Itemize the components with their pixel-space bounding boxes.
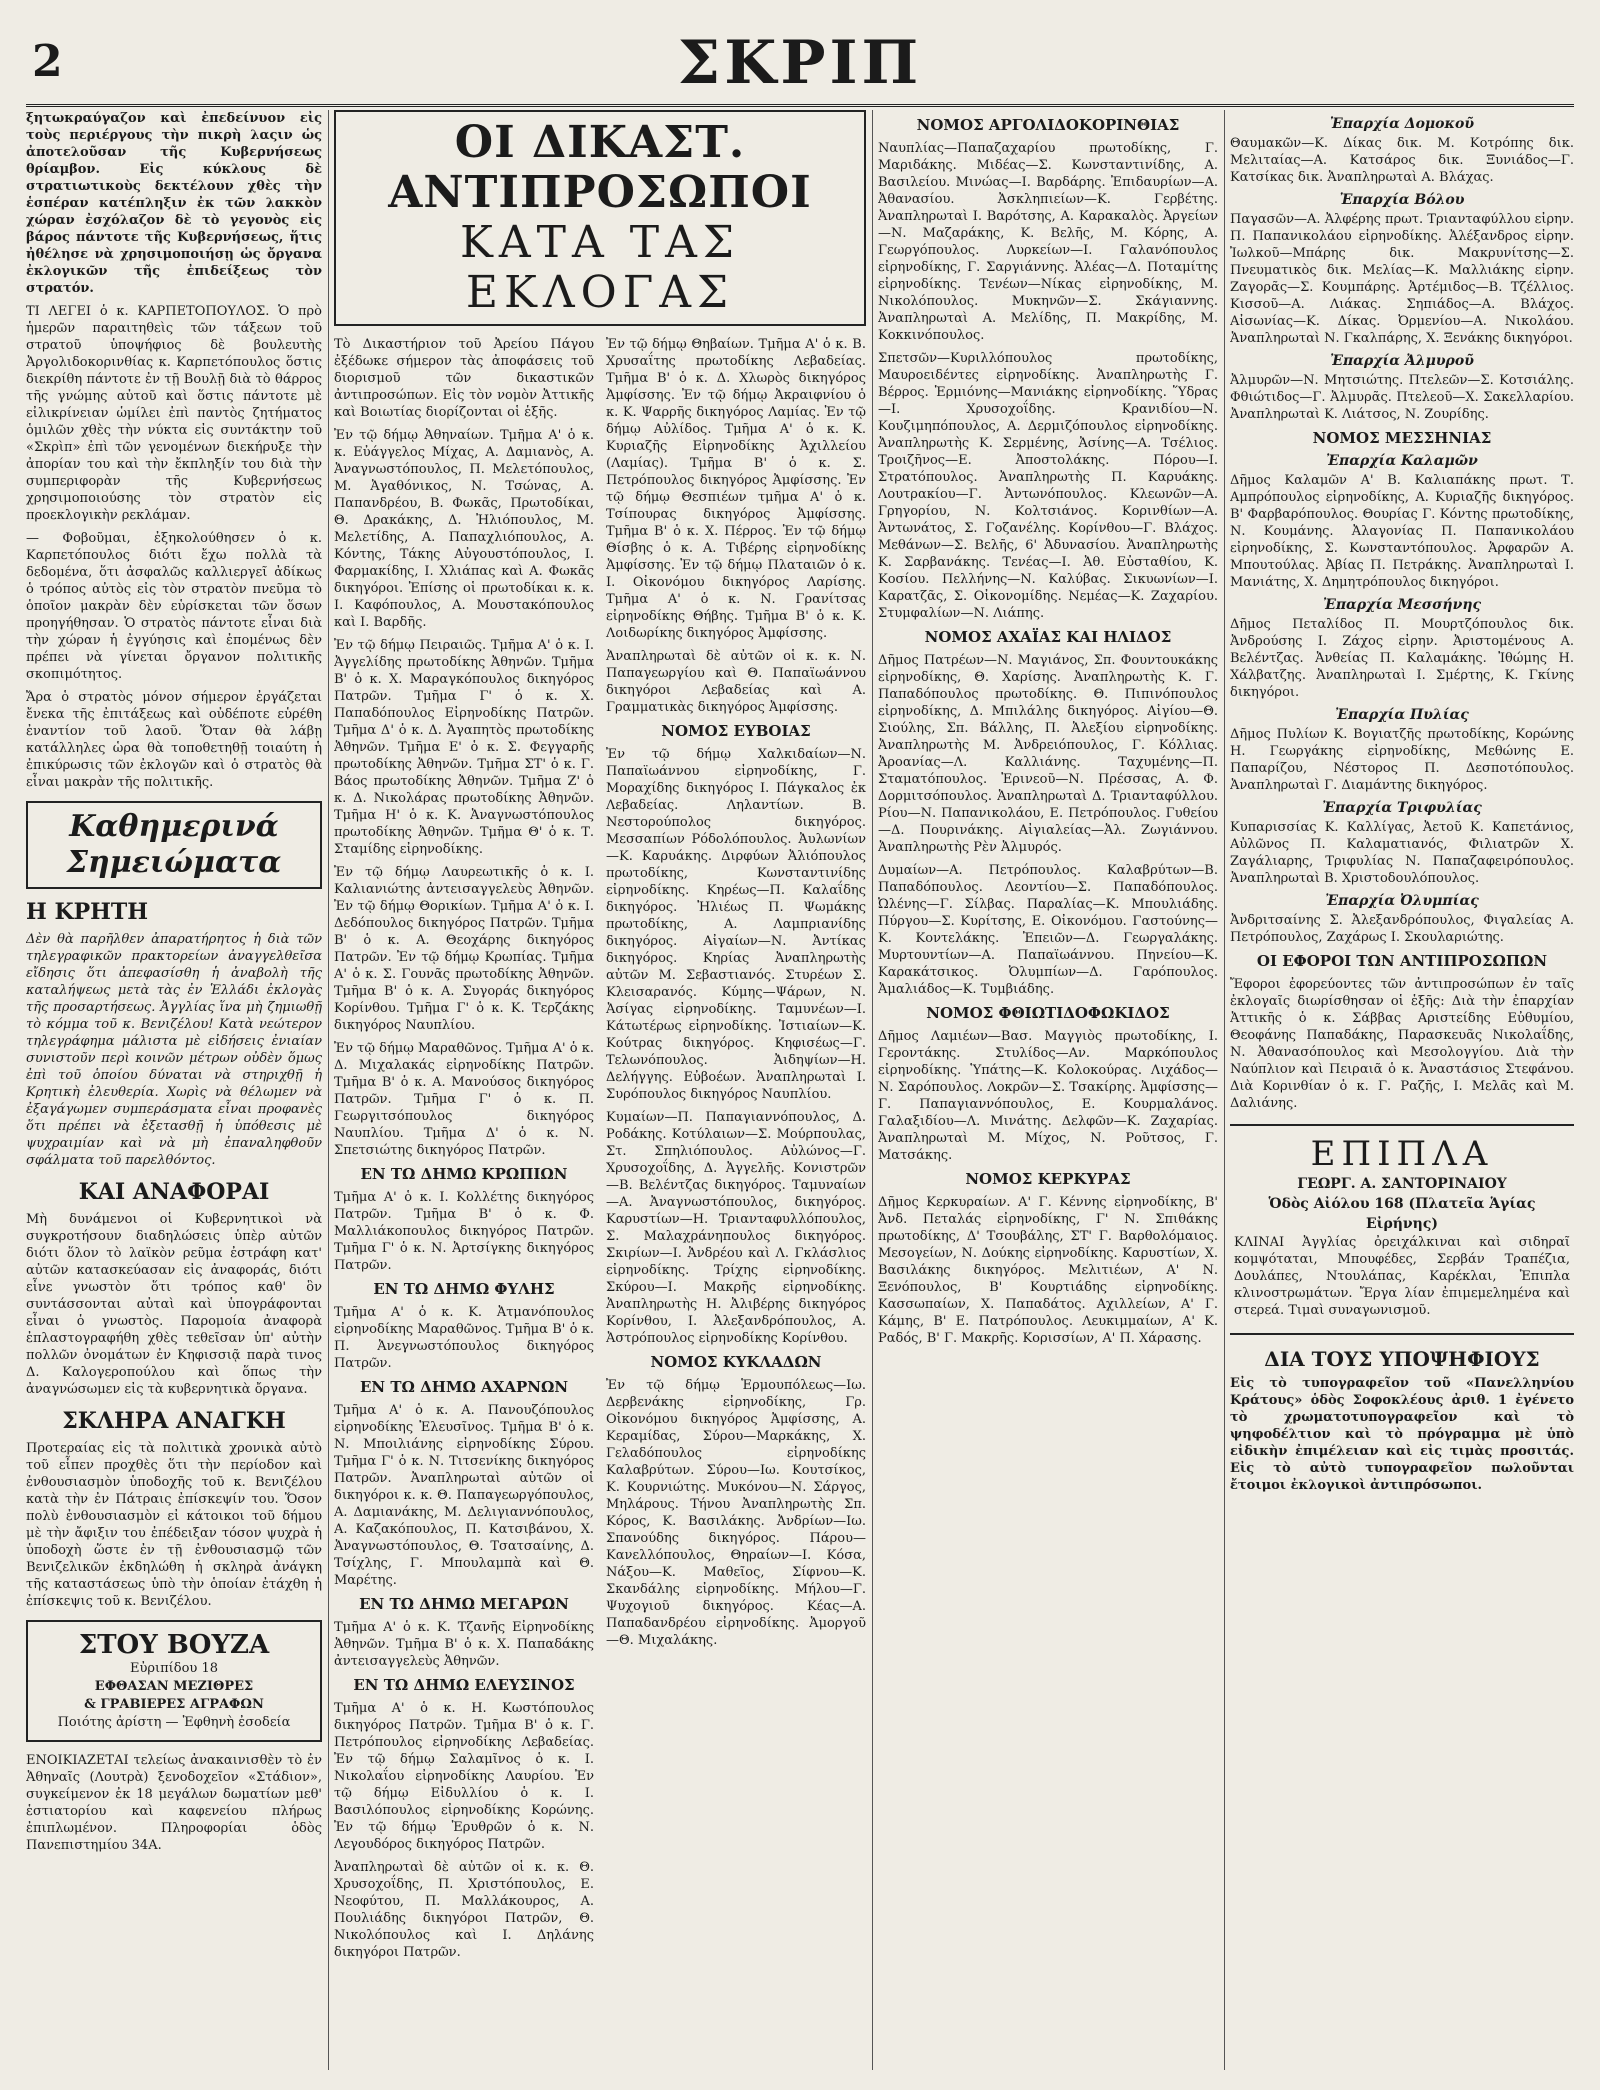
newspaper-name: ΣΚΡΙΠ [677,28,923,98]
reports-heading: ΚΑΙ ΑΝΑΦΟΡΑΙ [78,1179,270,1205]
paragraph: Ἀνδριτσαίνης Σ. Ἀλεξανδρόπουλος, Φιγαλείας Α. Πετρόπουλος, Ζαχάρως Ι. Σκουλαριώτης. [1230,913,1574,945]
section-heading: ΝΟΜΟΣ ΑΧΑΪΑΣ ΚΑΙ ΗΛΙΔΟΣ [924,628,1172,646]
section-heading: ΕΝ ΤΩ ΔΗΜΩ ΦΥΛΗΣ [373,1280,555,1298]
reports-text: Μὴ δυνάμενοι οἱ Κυβερνητικοὶ νὰ συγκροτήσουν διαδηλώσεις ὑπὲρ αὐτῶν διότι ὅλον τὸ λαϊκὸν ρεῦμα ἐστράφη κατ' αὐτῶν κατασκεύασαν εἰς ἀναφοράς, διότι εἶνε γνωστὸν ὅτι τρόπος καθ' ὃν συντάσσονται αὐταὶ καὶ ὑπογράφονται εἶναι ὁ γνωστὸς. Παρομοία ἀναφορὰ ἐπλαστογραφήθη χθὲς τεθεῖσαν ὑπ' αὐτὴν πολλῶν ὀνομάτων ἐν Κηφισσιᾷ παρὰ τινος Δ. Καλογεροπούλου καὶ ὅπως τὴν ἀναγνώσωμεν εἰς τὰ κυβερνητικὰ ὄργανα. [26,1212,322,1397]
section-heading: ΝΟΜΟΣ ΦΘΙΩΤΙΔΟΦΩΚΙΔΟΣ [926,1004,1170,1022]
paragraph: Ἐν τῷ δήμῳ Θηβαίων. Τμῆμα Α' ὁ κ. Β. Χρυσαΐτης πρωτοδίκης Λεβαδείας. Τμῆμα Β' ὁ κ. Δ. Χλωρὸς δικηγόρος Ἀμφίσσης. Ἐν τῷ δήμῳ Ἀκραιφνίου ὁ κ. Κ. Ψαρρῆς δικηγόρος Λαμίας. Ἐν τῷ δήμῳ Αὐλίδος. Τμῆμα Α' ὁ κ. Κ. Κυριαζῆς Εἰρηνοδίκης Ἀχιλλείου (Λαμίας). Τμῆμα Β' ὁ κ. Σ. Πετρόπουλος δικηγόρος Ἀμφίσσης. Ἐν τῷ δήμῳ Θεσπιέων τμῆμα Α' ὁ κ. Τσίπουρας δικηγόρος Ἀμφίσσης. Τμῆμα Β' ὁ κ. Χ. Πέρρος. Ἐν τῷ δήμῳ Θίσβης ὁ κ. Α. Τιβέρης εἰρηνοδίκης Ἀμφίσσης. Ἐν τῷ δήμῳ Πλαταιῶν ὁ κ. Ι. Οἰκονόμου δικηγόρος Λαρίσης. Τμῆμα Α' ὁ κ. Ν. Γρανίτσας εἰρηνοδίκης Θήβης. Τμῆμα Β' ὁ κ. Κ. Λοιδωρίκης δικηγόρος Ἀμφίσσης. [606,337,866,641]
section-heading: ΝΟΜΟΣ ΕΥΒΟΙΑΣ [661,722,811,740]
paragraph: Ἀλμυρῶν—Ν. Μητσιώτης. Πτελεῶν—Σ. Κοτσιάλης. Φθιώτιδος—Γ. Ἀλμυρᾶς. Πτελεοῦ—Χ. Σακελλαρίου. Ἀναπληρωταὶ Κ. Λιάτσος, Ν. Ζουρίδης. [1230,373,1574,422]
crete-text: Δὲν θὰ παρῆλθεν ἀπαρατήρητος ἡ διὰ τῶν τηλεγραφικῶν πρακτορείων ἀναγγελθεῖσα εἴδησις ὅτι ἀπεφασίσθη ἡ ἀναβολὴ τῆς καταλήψεως μετὰ τὰς ἐν Ἑλλάδι ἐκλογὰς τῆς προσαρτήσεως. Ἀγγλίας ἵνα μὴ ζημιωθῇ τὸ κόμμα τοῦ κ. Βενιζέλου! Κατὰ νεώτερον τηλεγράφημα μάλιστα μὲ εἰδήσεις ἐνιαίαν συνιστοῦν περὶ κοινῶν μέτρων οὐδὲν ὅμως ἐπὶ τοῦ ὁποίου δύναται νὰ στηριχθῇ ἡ Κρητικὴ ἐλευθερία. Χωρὶς νὰ θέλωμεν νὰ ἐξαγάγωμεν συμπεράσματα εἶναι προφανὲς ὅτι πρέπει νὰ ἐξετασθῇ ἡ ὑπόθεσις μὲ ψυχραιμίαν καὶ νὰ μὴ ἐπαναληφθοῦν σφάλματα τοῦ παρελθόντος. [26,932,322,1168]
paragraph: Ἐν τῷ δήμῳ Πειραιῶς. Τμῆμα Α' ὁ κ. Ι. Ἀγγελίδης πρωτοδίκης Ἀθηνῶν. Τμῆμα Β' ὁ κ. Χ. Μαραγκόπουλος δικηγόρος Πατρῶν. Τμῆμα Γ' ὁ κ. Χ. Παπαδόπουλος Εἰρηνοδίκης Πατρῶν. Τμῆμα Δ' ὁ κ. Δ. Ἀγαπητὸς πρωτοδίκης Ἀθηνῶν. Τμῆμα Ε' ὁ κ. Σ. Φεγγαρῆς πρωτοδίκης Ἀθηνῶν. Τμῆμα ΣΤ' ὁ κ. Γ. Βάος πρωτοδίκης Ἀθηνῶν. Τμῆμα Ζ' ὁ κ. Δ. Νικολάρας πρωτοδίκης Ἀθηνῶν. Τμῆμα Η' ὁ κ. Κ. Ἀναγνωστόπουλος πρωτοδίκης Ἀθηνῶν. Τμῆμα Θ' ὁ κ. Τ. Σταμίδης εἰρηνοδίκης. [334,638,594,857]
paragraph: Σπετσῶν—Κυριλλόπουλος πρωτοδίκης, Μαυροειδέντες εἰρηνοδίκης. Ἀναπληρωτὴς Γ. Βέρρος. Ἑρμιόνης—Μανιάκης εἰρηνοδίκης. Ὕδρας—Ι. Χρυσοχοΐδης. Κρανιδίου—Ν. Κουζιμηπόπουλος, Α. Δερμιζόπουλος εἰρηνοδίκης. Ἀναπληρωτὴς Κ. Σερμένης, Ἀσίνης—Α. Τσέλιος. Τροιζῆνος—Ε. Ἀποστολάκης. Πόρου—Ι. Στρατόπουλος. Ἀναπληρωτὴς Π. Καρυάκης. Λουτρακίου—Γ. Ἀντωνόπουλος. Κλεωνῶν—Α. Γρηγορίου, Ν. Κολτσιάνος. Κορινθίων—Α. Ἀντωνάτος, Σ. Γοζανέλης. Κορίνθου—Γ. Βλάχος. Μεθάνων—Σ. Βελῆς, 6' Ἀδυνασίου. Ἀναπληρωτὴς Κ. Σαρβανάκης. Τενέας—Ι. Ἀθ. Εὐσταθίου, Κ. Κοσίου. Πελλήνης—Ν. Καλύβας. Σικυωνίων—Ι. Καρατζᾶς, Σ. Οἰκονομίδης. Νεμέας—Κ. Ζαχαρίου. Στυμφαλίων—Ν. Λιάπης. [878,351,1218,621]
paragraph: Δῆμος Λαμιέων—Βασ. Μαγγιὸς πρωτοδίκης, Ι. Γεροντάκης. Στυλίδος—Αν. Μαρκόπουλος εἰρηνοδίκης. Ὑπάτης—Κ. Κολοκούρας. Λιχάδος—Ν. Σαρόπουλος. Λοκρῶν—Σ. Τσακίρης. Ἀμφίσσης—Γ. Παπαγιαννόπουλος, Ε. Κουρμαλάνος. Γαλαξιδίου—Λ. Μινάτης. Δελφῶν—Κ. Ζαχαρίας. Ἀναπληρωταὶ Μ. Μίχος, Ν. Ροῦτσος, Γ. Ματσάκης. [878,1029,1218,1163]
paragraph: Τὸ Δικαστήριον τοῦ Ἀρείου Πάγου ἐξέδωκε σήμερον τὰς ἀποφάσεις τοῦ διορισμοῦ τῶν δικαστικῶν ἀντιπροσώπων. Εἰς τὸν νομὸν Ἀττικῆς καὶ Βοιωτίας διορίζονται οἱ ἑξῆς. [334,337,594,420]
paragraph: Τμῆμα Α' ὁ κ. Η. Κωστόπουλος δικηγόρος Πατρῶν. Τμῆμα Β' ὁ κ. Γ. Πετρόπουλος εἰρηνοδίκης Λεβαδείας. Ἐν τῷ δήμῳ Σαλαμῖνος ὁ κ. Ι. Νικολαΐου εἰρηνοδίκης Λαυρίου. Ἐν τῷ δήμῳ Εἰδυλλίου ὁ κ. Ι. Βασιλόπουλος εἰρηνοδίκης Κορώνης. Ἐν τῷ δήμῳ Ἐρυθρῶν ὁ κ. Ν. Λεγουδόρος δικηγόρος Πατρῶν. [334,1701,594,1852]
ad-address: Ὁδὸς Αἰόλου 168 (Πλατεῖα Ἁγίας Εἰρήνης) [1268,1196,1536,1232]
paragraph: Δῆμος Κερκυραίων. Α' Γ. Κέννης εἰρηνοδίκης, Β' Ἀνδ. Πεταλάς εἰρηνοδίκης, Γ' Ν. Σπιθάκης πρωτοδίκης, Δ' Τσουβάλης, ΣΤ' Γ. Βαρθολόμαιος. Μεσογείων, Ν. Δούκης εἰρηνοδίκης. Καρυστίων, Χ. Βασιλάκης δικηγόρος. Μελιτιέων, Α' Ν. Ξενόπουλος, Β' Κουρτιάδης εἰρηνοδίκης. Κασσωπαίων, Χ. Παπαδάτος. Αχιλλείων, Α' Γ. Κάμης, Β' Ε. Πατρόπουλος. Λευκιμμαίων, Α' Κ. Ραδός, Β' Γ. Μακρῆς. Κορισσίων, Α' Π. Χάρασης. [878,1195,1218,1346]
crete-heading: Η ΚΡΗΤΗ [26,899,149,925]
paragraph: Δῆμος Πεταλίδος Π. Μουρτζόπουλος δικ. Ἀνδρούσης Ι. Ζάχος εἰρην. Ἀριστομένους Α. Βελέντζας. Ἀνθείας Π. Καλαμάκης. Ἰθώμης Η. Χάλβατζης. Ἀναπληρωταὶ Ι. Σμέρτης, Κ. Γκίνης δικηγόροι. [1230,617,1574,700]
paragraph: Δυμαίων—Α. Πετρόπουλος. Καλαβρύτων—Β. Παπαδόπουλος. Λεοντίου—Σ. Παπαδόπουλος. Ὠλένης—Γ. Σίλβας. Παραλίας—Κ. Μπουλιάδης. Πύργου—Σ. Κυρίτσης, Ε. Οἰκονόμου. Γαστούνης—Κ. Κοντελάκης. Ἐπειῶν—Δ. Γεωργαλάκης. Μυρτουντίων—Α. Παπαϊωάννου. Πηνείου—Κ. Καρακάτσικος. Ὀλυμπίων—Δ. Γαρόπουλος. Ἀμαλιάδος—Κ. Τυμβιάδης. [878,863,1218,997]
ad-title: ΣΤΟΥ ΒΟΥΖΑ [78,1630,270,1660]
article-speech-cont: — Φοβοῦμαι, ἐξηκολούθησεν ὁ κ. Καρπετόπουλος διότι ἔχω πολλὰ τὰ δεδομένα, ὅτι ἀσφαλῶς καλλιεργεῖ ἀδίκως ὁ τρόπος αὐτὸς εἰς τὸν στρατὸν πνεῦμα τὸ ὁποῖον μακρὰν δὲν εὑρίσκεται τῶν ὅσων προηγήθησαν. Ὁ στρατὸς πάντοτε εἶναι διὰ τὴν χώραν ἡ ἐγγύησις καὶ ἐπομένως δὲν πρέπει νὰ γίνεται ὄργανον πολιτικῆς σκοπιμότητος. [26,531,322,682]
ad-line: Ποιότης ἀρίστη — Ἐφθηνὴ ἐσοδεία [57,1715,291,1730]
section-heading: ΝΟΜΟΣ ΚΕΡΚΥΡΑΣ [965,1170,1131,1188]
small-ad: ΕΝΟΙΚΙΑΖΕΤΑΙ τελείως ἀνακαινισθὲν τὸ ἐν Ἀθηναῖς (Λουτρὰ) ξενοδοχεῖον «Στάδιον», συγκείμενον ἐκ 18 μεγάλων δωματίων μεθ' ἑστιατορίου καὶ καφενείου πλήρως ἐπιπλωμένον. Πληροφορίαι ὁδὸς Πανεπιστημίου 34Α. [26,1753,322,1853]
article-speech-cont: Ἄρα ὁ στρατὸς μόνον σήμερον ἐργάζεται ἔνεκα τῆς ἐπιτάξεως καὶ οὐδέποτε εὑρέθη ἐναντίον τοῦ λαοῦ. Ὅταν θὰ λάβῃ κατάλληλες ὡρα θὰ τοποθετηθῇ τοιαύτη ἡ ἐπικύρωσις τῶν ἐκλογῶν καὶ ὁ στρατὸς θὰ εἶναι μακρὰν τῆς πολιτικῆς. [26,690,322,790]
section-heading: Ἐπαρχία Τριφυλίας [1322,800,1482,816]
paragraph: Τμῆμα Α' ὁ κ. Α. Πανουζόπουλος εἰρηνοδίκης Ἐλευσῖνος. Τμῆμα Β' ὁ κ. Ν. Μποιλιάνης εἰρηνοδίκης Σύρου. Τμῆμα Γ' ὁ κ. Ν. Τιτσενίκης δικηγόρος Πατρῶν. Ἀναπληρωταὶ αὐτῶν οἱ δικηγόροι κ. κ. Θ. Παπαγεωργόπουλος, Α. Δαμιανάκης, Μ. Δελιγιαννόπουλος, Α. Καζακόπουλος, Π. Κατσιβάνου, Χ. Ἀναγνωστόπουλος, Θ. Τσατσαίνης, Δ. Τσίχλης, Γ. Μπουλαμπὰ καὶ Θ. Μαρέτης. [334,1403,594,1588]
column-divider [328,110,329,2070]
section-heading: ΝΟΜΟΣ ΜΕΣΣΗΝΙΑΣ [1312,429,1492,447]
section-heading: Ἐπαρχία Δομοκοῦ [1329,116,1475,132]
column-1 [26,110,322,2070]
column-3 [878,110,1218,2070]
furniture-advertisement [1230,1124,1574,1335]
column-divider [872,110,873,2070]
daily-notes-line: Σημειώματα [66,845,282,880]
necessity-text: Προτεραίας εἰς τὰ πολιτικὰ χρονικὰ αὐτὸ τοῦ εἶπεν προχθὲς ὅτι τὴν περίοδον καὶ ἐνθουσιασμὸν ὑποδοχῆς τοῦ κ. Βενιζέλου κατὰ τὴν ἐν Πάτραις ἐπίσκεψίν του. Ὅσον πολὺ ἐνθουσιασμὸν εἰ κάτοικοι τοῦ δήμου μὲ τὴν ἄφιξιν του ἐπέδειξαν τόσον ψυχρὰ ἡ ὑποδοχὴ ὥστε ἐν τῇ ἐνθουσιασμῷ τῶν Βενιζελικῶν ἐκδηλώθη ἡ σκληρὰ ἀνάγκη τῆς καταστάσεως ὑπὸ τὴν ὁποίαν ἐτάχθη ἡ ἐπίσκεψις τοῦ κ. Βενιζέλου. [26,1441,322,1609]
paragraph: Κυμαίων—Π. Παπαγιαννόπουλος, Δ. Ροδάκης. Κοτύλαιων—Σ. Μούρπουλας, Στ. Σπηλιόπουλος. Αὐλώνος—Γ. Χρυσοχοΐδης, Δ. Ἀγγελῆς. Κονιστρῶν—Β. Βελέντζας δικηγόρος. Ταμυναίων—Α. Ἀναγνωστόπουλος, δικηγόρος. Καρυστίων—Η. Τριανταφυλλόπουλος, Σ. Μαλαχράνηπουλος δικηγόρος. Σκιρίων—Ι. Ἀνδρέου καὶ Λ. Γκλάσλιος εἰρηνοδίκης. Τρίχης εἰρηνοδίκης. Σκύρου—Ι. Μακρῆς εἰρηνοδίκης. Ἀναπληρωτὴς Η. Ἀλιβέρης δικηγόρος Κορίνθου, Ι. Ἀλεξανδρόπουλος, Α. Ἀστρόπουλος εἰρηνοδίκης Κορίνθου. [606,1110,866,1346]
paragraph: Ἀναπληρωταὶ δὲ αὐτῶν οἱ κ. κ. Θ. Χρυσοχοΐδης, Π. Χριστόπουλος, Ε. Νεοφύτου, Π. Μαλλάκουρος, Α. Πουλιάδης δικηγόροι Πατρῶν, Θ. Νικολόπουλος καὶ Ι. Δηλάνης δικηγόροι Πατρῶν. [334,1860,594,1960]
paragraph: Τμῆμα Α' ὁ κ. Κ. Τζανῆς Εἰρηνοδίκης Ἀθηνῶν. Τμῆμα Β' ὁ κ. Χ. Παπαδάκης ἀντεισαγγελεὺς Ἀθηνῶν. [334,1620,594,1669]
vouza-advertisement [26,1620,322,1742]
candidates-advertisement [1230,1347,1574,1494]
subcolumn-left [334,336,594,1967]
daily-notes-line: Καθημερινά [69,809,279,844]
masthead [26,22,1574,107]
section-heading: ΕΝ ΤΩ ΔΗΜΩ ΚΡΩΠΙΩΝ [360,1165,568,1183]
column-2 [334,110,866,2070]
paragraph: Ναυπλίας—Παπαζαχαρίου πρωτοδίκης, Γ. Μαριδάκης. Μιδέας—Σ. Κωνσταντινίδης, Α. Βασιλείου. Μινώας—Ι. Βαρδάρης. Ἐπιδαυρίων—Α. Ἀθανασίου. Ἀσκληπιείων—Κ. Γερβέτης. Ἀναπληρωταὶ Ι. Βαρότσης, Α. Καρακαλὸς. Ἀργείων—Ν. Μαζαράκης, Κ. Βελῆς, Μ. Κόρης, Α. Γεωργόπουλος. Λυρκείων—Ι. Γαλανόπουλος εἰρηνοδίκης, Γ. Σαργιάννης. Ἀλέας—Δ. Ποταμίτης εἰρηνοδίκης. Τενέων—Νίκας εἰρηνοδίκης, Μ. Νικολόπουλος. Μυκηνῶν—Σ. Σκάγιαννης. Ἀναπληρωταὶ Α. Μελίδης, Π. Μακρίδης, Μ. Κοκκινόπουλος. [878,141,1218,343]
section-heading: Ἐπαρχία Ἀλμυροῦ [1330,353,1474,369]
paragraph: Ἔφοροι ἐφορεύοντες τῶν ἀντιπροσώπων ἐν ταῖς ἐκλογαῖς διωρίσθησαν οἱ ἑξῆς: Διὰ τὴν ἐπαρχίαν Ἀττικῆς ὁ κ. Σάββας Αριστείδης Εὐθυμίου, Θεοφάνης Παπαδάκης, Παρασκευᾶς Νικολαΐδης, Ν. Ἀθανασόπουλος καὶ Μεσολογγίου. Διὰ τὴν Ναύπλιον καὶ Πειραιᾶ ὁ κ. Ἀναστάσιος Στεφάνου. Διὰ Κορινθίαν ὁ κ. Γ. Ραζῆς, Ι. Μελᾶς καὶ Μ. Δαλιάνης. [1230,977,1574,1111]
ad-title: ΕΠΙΠΛΑ [1310,1134,1494,1174]
headline-body [334,336,866,1967]
paragraph: Ἀναπληρωταὶ δὲ αὐτῶν οἱ κ. κ. Ν. Παπαγεωργίου καὶ Θ. Παπαϊωάννου δικηγόροι Λεβαδείας καὶ Α. Γραμματικὰς δικηγόρος Ἀμφίσσης. [606,649,866,715]
section-heading: ΟΙ ΕΦΟΡΟΙ ΤΩΝ ΑΝΤΙΠΡΟΣΩΠΩΝ [1256,952,1548,970]
ad-line: & ΓΡΑΒΙΕΡΕΣ ΑΓΡΑΦΩΝ [84,1697,264,1712]
section-heading: Ἐπαρχία Καλαμῶν [1326,453,1478,469]
article-speech: ΤΙ ΛΕΓΕΙ ὁ κ. ΚΑΡΠΕΤΟΠΟΥΛΟΣ. Ὁ πρὸ ἡμερῶν παραιτηθεὶς τῶν τάξεων τοῦ στρατοῦ ὑποψήφιος δὲ βουλευτὴς Ἀργολιδοκορινθίας κ. Καρπετόπουλος ὅστις διεκρίθη πάντοτε ἐν τῇ Βουλῇ διὰ τὸ θάρρος τῆς γνώμης αὐτοῦ καὶ ὅστις πάντοτε μὲ εἰλικρίνειαν ὡμίλει ἐπὶ παντὸς ζητήματος ὁμιλῶν χθὲς τὴν νύκτα εἰς συντάκτην τοῦ «Σκρὶπ» ἐπὶ τῶν γενομένων διεκήρυξε τὴν ἀπορίαν του καὶ τὴν ἔκπληξίν του διὰ τὴν συμπεριφορὰν τῆς Κυβερνήσεως χρησιμοποιούσης τὸν στρατὸν εἰς προεκλογικὴν ρεκλάμαν. [26,304,322,523]
section-heading: Ἐπαρχία Μεσσήνης [1322,597,1482,613]
section-heading: Ἐπαρχία Πυλίας [1335,707,1469,723]
daily-notes-heading [26,801,322,889]
page-number: 2 [32,36,63,87]
ad-text: ΚΛΙΝΑΙ Ἀγγλίας ὀρειχάλκιναι καὶ σιδηραῖ κομψόταται, Μπουφέδες, Σερβάν Τραπέζια, Δουλάπες, Ντουλάπας, Καρέκλαι, Ἐπιπλα κλινοστρωμάτων. Ἔργα λίαν ἐπιμεμελημένα καὶ στερεά. Τιμαὶ συναγωνισμοῦ. [1234,1235,1570,1318]
subcolumn-right [606,336,866,1967]
paragraph: Θαυμακῶν—Κ. Δίκας δικ. Μ. Κοτρόπης δικ. Μελιταίας—Α. Κατσάρος δικ. Ξυνιάδος—Γ. Κατσίκας δικ. Ἀναπληρωταὶ Α. Βλάχας. [1230,136,1574,185]
section-heading: ΕΝ ΤΩ ΔΗΜΩ ΜΕΓΑΡΩΝ [359,1595,569,1613]
section-heading: Ἐπαρχία Βόλου [1339,192,1465,208]
paragraph: Ἐν τῷ δήμῳ Ἑρμουπόλεως—Ιω. Δερβενάκης εἰρηνοδίκης, Γρ. Οἰκονόμου δικηγόρος Ἀμφίσσης, Α. Κεραμίδας, Σύρου—Μαρκάκης, Χ. Γελαδόπουλος εἰρηνοδίκης Καλαβρύτων. Σύρου—Ιω. Κουτσίκος, Κ. Κουρνιώτης. Μυκόνου—Ν. Σάργος, Μηλάρους. Τήνου Ἀναπληρωτὴς Σπ. Κόρος, Κ. Βασιλάκης. Ἀνδρίων—Ιω. Σπανούδης δικηγόρος. Πάρου—Κανελλόπουλος, Θηραίων—Ι. Κόσα, Νάξου—Κ. Μαθεῖος, Σίφνου—Κ. Σκανδάλης εἰρηνοδίκης. Μήλου—Γ. Ψυχογιοῦ δικηγόρος. Κέας—Α. Παπαδανδρέου εἰρηνοδίκης. Ἀμοργοῦ—Θ. Μιχαλάκης. [606,1378,866,1648]
paragraph: Δῆμος Καλαμῶν Α' Β. Καλιαπάκης πρωτ. Τ. Αμπρόπουλος εἰρηνοδίκης, Α. Κυριαζῆς δικηγόρος. Β' Φαρβαρόπουλος. Θουρίας Γ. Κόντης πρωτοδίκης, Ν. Κουμάνης. Ἀλαγονίας Π. Παπανικολάου εἰρηνοδίκης, Σ. Κωνσταντόπουλος. Ἀρφαρῶν Α. Μπουτούλας. Ἀβίας Π. Πετράκης. Ἀναπληρωταὶ Ι. Μανιάτης, Χ. Δημητρόπουλος δικηγόροι. [1230,473,1574,590]
section-heading: ΕΝ ΤΩ ΔΗΜΩ ΕΛΕΥΣΙΝΟΣ [353,1676,575,1694]
ad-line: ΕΦΘΑΣΑΝ ΜΕΖΙΘΡΕΣ [94,1679,254,1694]
paragraph: Δῆμος Πατρέων—Ν. Μαγιάνος, Σπ. Φουντουκάκης εἰρηνοδίκης, Θ. Χαρίσης. Ἀναπληρωτὴς Κ. Γ. Παπαδόπουλος πρωτοδίκης. Θ. Πιπινόπουλος εἰρηνοδίκης, Δ. Μπιλάλης δικηγόρος. Αἰγίου—Θ. Σιούλης, Σπ. Βάλλης, Π. Ἀλεξίου εἰρηνοδίκης. Ἀναπληρωτὴς Μ. Ἀνδρειόπουλος, Γ. Κόλλιας. Ἀροανίας—Λ. Καλλιάνης. Ταχυμένης—Π. Σταματόπουλος. Ἐρινεοῦ—Ν. Πρέσσας, Α. Φ. Δορμιτσόπουλος. Ἀναπληρωταὶ Δ. Τριανταφύλλου. Ρίου—Ν. Παπανικολάου, Ε. Πετρόπουλος. Γυθείου—Δ. Πουρινάκης. Αἰγιαλείας—Ἀλ. Ζωγιάννου. Ἀναπληρωτὴς Ρὲν Ἀλμυρός. [878,653,1218,855]
paragraph: Ἐν τῷ δήμῳ Ἀθηναίων. Τμῆμα Α' ὁ κ. κ. Εὐάγγελος Μίχας, Α. Δαμιανὸς, Α. Ἀναγνωστόπουλος, Π. Μελετόπουλος, Μ. Ἀγαθόνικος, Ν. Τσώνας, Α. Παπανδρέου, Β. Φωκᾶς, Πρωτοδίκαι, Θ. Δρακάκης, Δ. Ἠλιόπουλος, Μ. Μελετίδης, Α. Παπαχλιόπουλος, Α. Κόντης, Τάκης Αὐγουστόπουλος, Ι. Φαρμακίδης, Ι. Χλιάπας καὶ Α. Φωκᾶς δικηγόροι. Ἐπίσης οἱ πρωτοδίκαι κ. κ. Ι. Καφόπουλος, Α. Μουστακόπουλος καὶ Ι. Βαρδῆς. [334,428,594,630]
paragraph: Ἐν τῷ δήμῳ Μαραθῶνος. Τμῆμα Α' ὁ κ. Δ. Μιχαλακάς εἰρηνοδίκης Πατρῶν. Τμῆμα Β' ὁ κ. Α. Μανούσος δικηγόρος Πατρῶν. Τμῆμα Γ' ὁ κ. Π. Γεωργιτσόπουλος δικηγόρος Ναυπλίου. Τμῆμα Δ' ὁ κ. Ν. Σπετσιώτης δικηγόρος Πατρῶν. [334,1041,594,1158]
ad-text: Εἰς τὸ τυπογραφεῖον τοῦ «Πανελληνίου Κράτους» ὁδὸς Σοφοκλέους ἀριθ. 1 ἐγένετο τὸ χρωματοτυπογραφεῖον καὶ τὸ ψηφοδέλτιον καὶ τὸ πρόγραμμα μὲ ὑπὸ εἰδικὴν ἐπιμέλειαν καὶ εἰς τιμὰς προσιτάς. Εἰς τὸ αὐτὸ τυπογραφεῖον πωλοῦνται ἔτοιμοι ἐκλογικοὶ ἀντιπρόσωποι. [1230,1376,1574,1493]
paragraph: Τμῆμα Α' ὁ κ. Κ. Ἀτμανόπουλος εἰρηνοδίκης Μαραθῶνος. Τμῆμα Β' ὁ κ. Π. Ἀνεγνωστόπουλος δικηγόρος Πατρῶν. [334,1305,594,1371]
article-intro: ξητωκραύγαζον καὶ ἐπεδείνυον εἰς τοὺς περιέργους τὴν πικρὴ λαςιν ὡς ἀποτελοῦσαν τῆς Κυβερνήσεως θρίαμβον. Εἰς κύκλους δὲ στρατιωτικοὺς δεκτέλουν χθὲς τὴν ἑσπέραν κατέπληξιν ἐκ τῶν λακκὸν χώραν ἐσχόλαζον δὲ τὸ γεγονὸς εἰς βάρος πάντοτε τῆς Κυβερνήσεως, ἥτις ἠθέλησε νὰ χρησιμοποιήσῃ ὡς ὄργανα ἐκλογικῶν τῆς ἐπιδείξεως τὸν στρατόν. [26,111,322,296]
section-heading: ΝΟΜΟΣ ΑΡΓΟΛΙΔΟΚΟΡΙΝΘΙΑΣ [916,116,1180,134]
main-headline [334,110,866,326]
ad-address: Εὐριπίδου 18 [129,1661,218,1676]
ad-title: ΔΙΑ ΤΟΥΣ ΥΠΟΨΗΦΙΟΥΣ [1264,1347,1540,1371]
paragraph: Τμῆμα Α' ὁ κ. Ι. Κολλέτης δικηγόρος Πατρῶν. Τμῆμα Β' ὁ κ. Φ. Μαλλιάκοπουλος δικηγόρος Πατρῶν. Τμῆμα Γ' ὁ κ. Ν. Ἀρτσίγκης δικηγόρος Πατρῶν. [334,1190,594,1273]
paragraph: Κυπαρισσίας Κ. Καλλίγας, Ἀετοῦ Κ. Καπετάνιος, Αὐλῶνος Π. Καλαματιανός, Φιλιατρῶν Χ. Ζαγάλιαρης, Τριφυλίας Ν. Παπαζαφειρόπουλος. Ἀναπληρωταὶ Β. Χριστοδουλόπουλος. [1230,820,1574,886]
paragraph: Ἐν τῷ δήμῳ Χαλκιδαίων—Ν. Παπαϊωάννου εἰρηνοδίκης, Γ. Μοραχίδης δικηγόρος Ι. Πάγκαλος ἐκ Λεβαδείας. Ληλαντίων. Β. Νεστορούπολος δικηγόρος. Μεσσαπίων Ρόδολόπουλος. Ἀυλωνίων—Κ. Καρυάκης. Διρφύων Ἀλιόπουλος πρωτοδίκης, Κωνσταντινίδης εἰρηνοδίκης. Κηρέως—Π. Καλαΐδης δικηγόρος. Ἠλιέως Π. Ψωμάκης πρωτοδίκης, Α. Λαμπριανίδης δικηγόρος. Αἰγαίων—Ν. Ἀντίκας δικηγόρος. Κηρίας Ἀναπληρωτὴς αὐτῶν Μ. Σεβαστιανός. Στυρέων Σ. Κλεισαρανός. Κύμης—Ψάρων, Ν. Ἀσίγας εἰρηνοδίκης. Ταμυνέων—Ι. Κάτωτέρως εἰρηνοδίκης. Ἰστιαίων—Κ. Κούτρας δικηγόρος. Κηφισέως—Γ. Τελωνόπουλος. Ἀιδηψίων—Η. Δελήγγης. Εὐβοέων. Ἀναπληρωταὶ Ι. Συρόπουλος δικηγόρος Ναυπλίου. [606,747,866,1102]
column-divider [1224,110,1225,2070]
section-heading: ΕΝ ΤΩ ΔΗΜΩ ΑΧΑΡΝΩΝ [359,1378,569,1396]
column-4 [1230,110,1574,2070]
section-heading: ΝΟΜΟΣ ΚΥΚΛΑΔΩΝ [650,1353,822,1371]
ad-subtitle: ΓΕΩΡΓ. Α. ΣΑΝΤΟΡΙΝΑΙΟΥ [1297,1176,1507,1192]
necessity-heading: ΣΚΛΗΡΑ ΑΝΑΓΚΗ [62,1408,286,1434]
paragraph: Δῆμος Πυλίων Κ. Βογιατζῆς πρωτοδίκης, Κορώνης Η. Γεωργάκης εἰρηνοδίκης, Μεθώνης Ε. Παπαρίζου, Νέστορος Π. Δεσποτόπουλος. Ἀναπληρωταὶ Γ. Διαμάντης δικηγόρος. [1230,727,1574,793]
paragraph: Παγασῶν—Α. Ἀλφέρης πρωτ. Τριανταφύλλου εἰρην. Π. Παπανικολάου εἰρηνοδίκης. Ἀλέξανδρος εἰρην. Ἰωλκοῦ—Μπάρης δικ. Μακρυνίτσης—Σ. Πνευματικὸς δικ. Μελίας—Κ. Μαλλιάκης εἰρην. Ζαγορᾶς—Σ. Κουμπάρης. Ἀρτέμιδος—Β. Τζέλλιος. Κισσοῦ—Α. Λιάκας. Σηπιάδος—Α. Βλάχος. Αἰσωνίας—Κ. Δίκας. Ὀρμενίου—Α. Νικολάου. Ἀναπληρωταὶ Ν. Γκαλπάρης, Χ. Ξενάκης δικηγόροι. [1230,212,1574,346]
paragraph: Ἐν τῷ δήμῳ Λαυρεωτικῆς ὁ κ. Ι. Καλιανιώτης ἀντεισαγγελεὺς Ἀθηνῶν. Ἐν τῷ δήμῳ Θορικίων. Τμῆμα Α' ὁ κ. Ι. Δεδόπουλος δικηγόρος Πατρῶν. Τμῆμα Β' ὁ κ. Α. Θεοχάρης δικηγόρος Πατρῶν. Ἐν τῷ δήμῳ Κρωπίας. Τμῆμα Α' ὁ κ. Σ. Γουνᾶς πρωτοδίκης Ἀθηνῶν. Τμῆμα Β' ὁ κ. Α. Συγοράς δικηγόρος Κορίνθου. Τμῆμα Γ' ὁ κ. Κ. Τερζάκης δικηγόρος Ναυπλίου. [334,865,594,1033]
headline-line-2: ΚΑΤΑ ΤΑΣ ΕΚΛΟΓΑΣ [460,217,740,318]
columns [26,110,1574,2070]
headline-line-1: ΟΙ ΔΙΚΑΣΤ. ΑΝΤΙΠΡΟΣΩΠΟΙ [388,117,812,218]
section-heading: Ἐπαρχία Ὀλυμπίας [1325,893,1479,909]
